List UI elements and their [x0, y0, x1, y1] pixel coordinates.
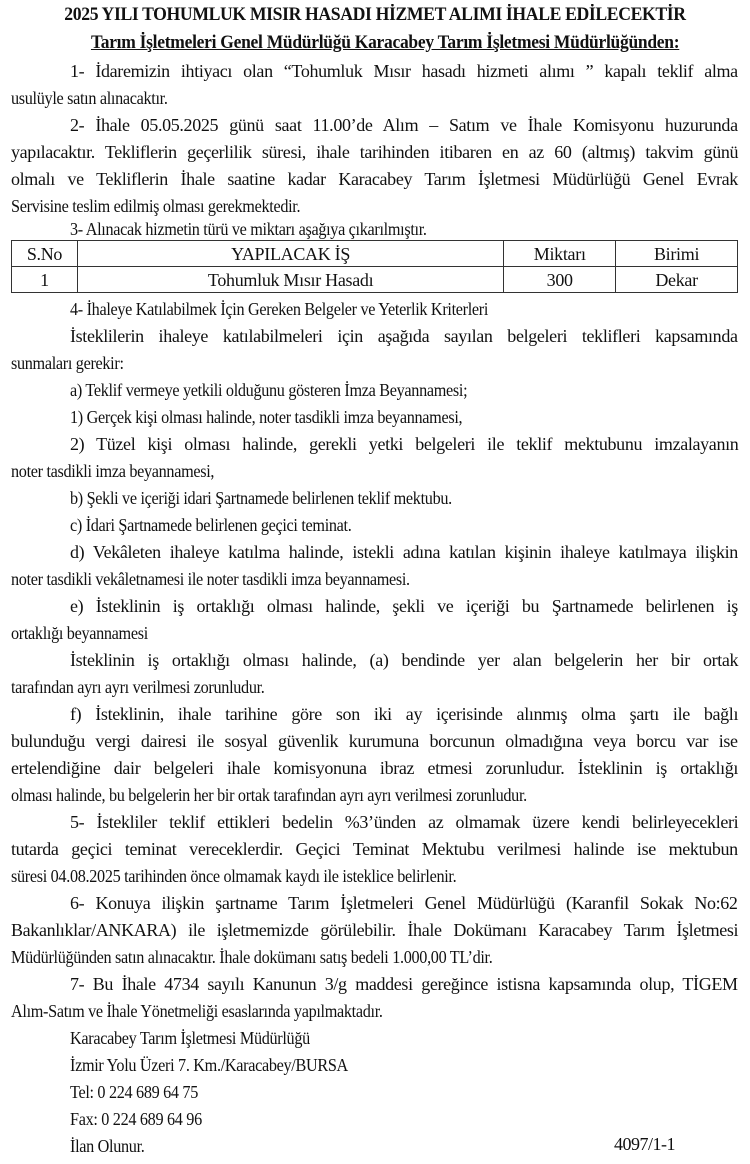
- table-cell-unit: Dekar: [616, 267, 738, 293]
- table-header-sno: S.No: [12, 241, 78, 267]
- contact-fax: Fax: 0 224 689 64 96: [70, 1109, 202, 1129]
- section-4-heading: 4- İhaleye Katılabilmek İçin Gereken Belgeler ve Yeterlik Kriterleri: [70, 299, 489, 319]
- section-5-cont: tutarda geçici teminat vereceklerdir. Geçici Teminat Mektubu verilmesi halinde ise mektubun: [11, 839, 738, 859]
- section-7-cont: Alım-Satım ve İhale Yönetmeliği esaslarında yapılmaktadır.: [11, 1001, 383, 1021]
- table-row: [12, 267, 738, 293]
- section-6: 6- Konuya ilişkin şartname Tarım İşletmeleri Genel Müdürlüğü (Karanfil Sokak No:62: [70, 893, 738, 913]
- item-a: a) Teklif vermeye yetkili olduğunu gösteren İmza Beyannamesi;: [70, 380, 468, 400]
- contact-tel: Tel: 0 224 689 64 75: [70, 1082, 199, 1102]
- section-7: 7- Bu İhale 4734 sayılı Kanunun 3/g maddesi gereğince istisna kapsamında olup, TİGEM: [70, 974, 738, 994]
- item-b: b) Şekli ve içeriği idari Şartnamede belirlenen teklif mektubu.: [70, 488, 452, 508]
- contact-address: İzmir Yolu Üzeri 7. Km./Karacabey/BURSA: [70, 1055, 348, 1075]
- section-4-line: sunmaları gerekir:: [11, 353, 124, 373]
- item-d-cont: noter tasdikli vekâletnamesi ile noter tasdikli imza beyannamesi.: [11, 569, 410, 589]
- paragraph-2-line-3: olmalı ve Tekliflerin İhale saatine kadar Karacabey Tarım İşletmesi Müdürlüğü Genel Evrak: [11, 169, 738, 189]
- table-header-unit: Birimi: [616, 241, 738, 267]
- item-a-2: 2) Tüzel kişi olması halinde, gerekli yetki belgeleri ile teklif mektubunu imzalayanın: [70, 434, 739, 454]
- item-f: f) İsteklinin, ihale tarihine göre son iki ay içerisinde alınmış olma şartı ile bağlı: [70, 704, 739, 724]
- table-header-job: YAPILACAK İŞ: [77, 241, 503, 267]
- service-items-table: [11, 240, 738, 293]
- paragraph-3-line-1: 3- Alınacak hizmetin türü ve miktarı aşağıya çıkarılmıştır.: [70, 219, 427, 239]
- paragraph-1-line-1: 1- İdaremizin ihtiyacı olan “Tohumluk Mısır hasadı hizmeti alımı ” kapalı teklif alma: [70, 61, 738, 81]
- joint-venture-note-cont: tarafından ayrı ayrı verilmesi zorunludur.: [11, 677, 265, 697]
- table-header-row: [12, 241, 738, 267]
- paragraph-2-line-2: yapılacaktır. Tekliflerin geçerlilik süresi, ihale tarihinden itibaren en az 60 (altmış) takvim günü: [11, 142, 739, 162]
- closing-text: İlan Olunur.: [70, 1136, 145, 1156]
- item-e: e) İsteklinin iş ortaklığı olması halinde, şekli ve içeriği bu Şartnamede belirlenen iş: [70, 596, 738, 616]
- table-cell-job: Tohumluk Mısır Hasadı: [77, 267, 503, 293]
- table-cell-quantity: 300: [504, 267, 616, 293]
- joint-venture-note: İsteklinin iş ortaklığı olması halinde, (a) bendinde yer alan belgelerin her bir ortak: [70, 650, 739, 670]
- reference-number: 4097/1-1: [614, 1134, 675, 1154]
- item-e-cont: ortaklığı beyannamesi: [11, 623, 148, 643]
- paragraph-2-line-4: Servisine teslim edilmiş olması gerekmektedir.: [11, 196, 301, 216]
- paragraph-1-line-2: usulüyle satın alınacaktır.: [11, 88, 168, 108]
- item-c: c) İdari Şartnamede belirlenen geçici teminat.: [70, 515, 352, 535]
- section-5-cont: süresi 04.08.2025 tarihinden önce olmamak kaydı ile isteklice belirlenir.: [11, 866, 457, 886]
- item-f-cont: bulunduğu vergi dairesi ile sosyal güvenlik kurumuna borcunun olmadığına veya borcu var ise: [11, 731, 738, 751]
- item-f-cont: olması halinde, bu belgelerin her bir ortak tarafından ayrı ayrı verilmesi zorunludur.: [11, 785, 527, 805]
- section-5: 5- İstekliler teklif ettikleri bedelin %3’ünden az olmamak üzere kendi belirleyecekleri: [70, 812, 739, 832]
- contact-organization: Karacabey Tarım İşletmesi Müdürlüğü: [70, 1028, 310, 1048]
- document-title: 2025 YILI TOHUMLUK MISIR HASADI HİZMET ALIMI İHALE EDİLECEKTİR: [64, 4, 686, 25]
- paragraph-2-line-1: 2- İhale 05.05.2025 günü saat 11.00’de Alım – Satım ve İhale Komisyonu huzurunda: [70, 115, 738, 135]
- section-6-cont: Müdürlüğünden satın alınacaktır. İhale dokümanı satış bedeli 1.000,00 TL’dir.: [11, 947, 493, 967]
- item-d: d) Vekâleten ihaleye katılma halinde, istekli adına katılan kişinin ihaleye katılmaya ilişkin: [70, 542, 738, 562]
- section-6-cont: Bakanlıklar/ANKARA) ile işletmemizde görülebilir. İhale Dokümanı Karacabey Tarım İşletmesi: [11, 920, 739, 940]
- section-4-line: İsteklilerin ihaleye katılabilmeleri için aşağıda sayılan belgeleri teklifleri kapsamında: [70, 326, 738, 346]
- item-a-1: 1) Gerçek kişi olması halinde, noter tasdikli imza beyannamesi,: [70, 407, 463, 427]
- table-cell-sno: 1: [12, 267, 78, 293]
- item-a-2-cont: noter tasdikli imza beyannamesi,: [11, 461, 215, 481]
- table-header-quantity: Miktarı: [504, 241, 616, 267]
- issuer-heading: Tarım İşletmeleri Genel Müdürlüğü Karacabey Tarım İşletmesi Müdürlüğünden:: [90, 32, 680, 53]
- item-f-cont: ertelendiğine dair belgeleri ihale komisyonuna ibraz etmesi zorunludur. İsteklinin iş ortaklığı: [11, 758, 739, 778]
